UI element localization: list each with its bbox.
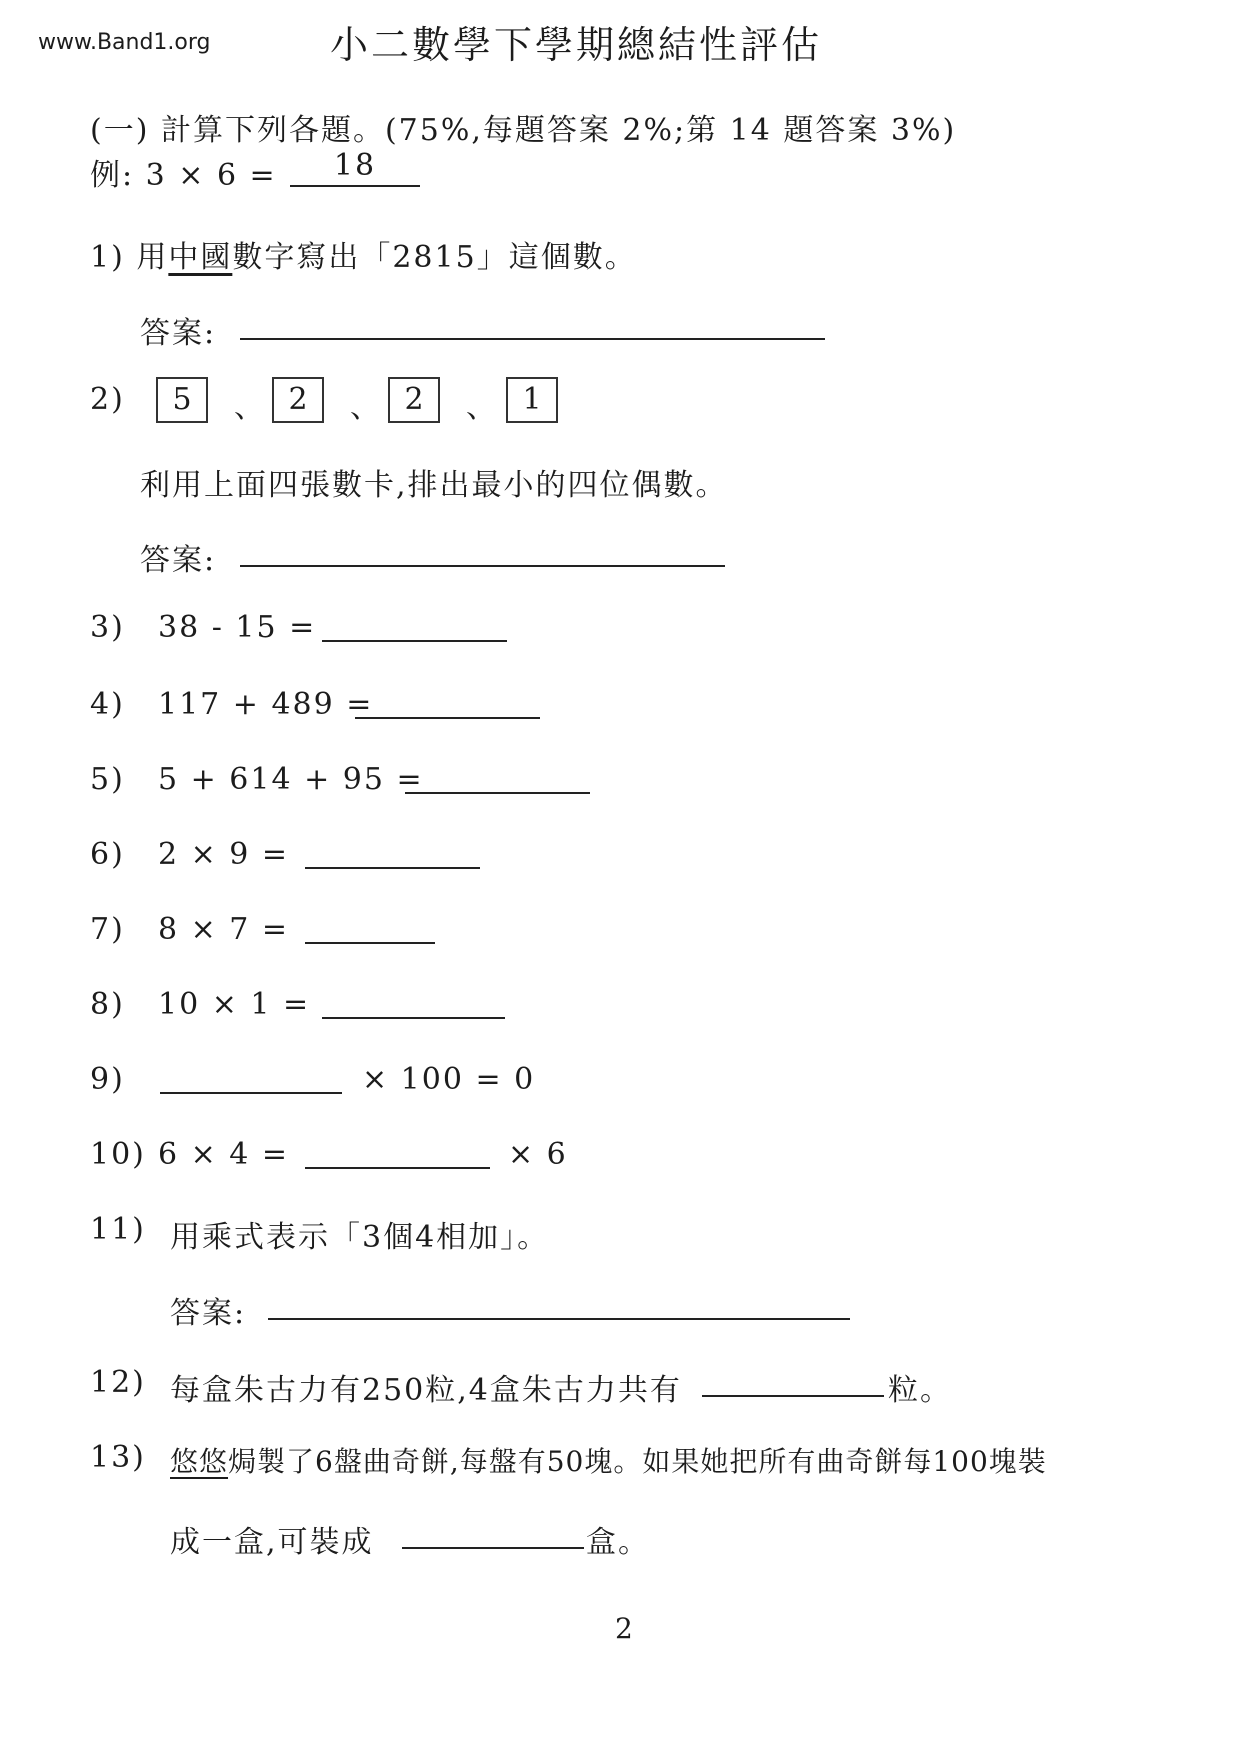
question-expression: 6 × 4 = <box>158 1137 290 1172</box>
question-text: 用乘式表示「3個4相加」。 <box>170 1220 550 1255</box>
page-number: 2 <box>615 1612 633 1645</box>
question-number: 2) <box>90 382 125 417</box>
question-expression: 10 × 1 = <box>158 987 311 1022</box>
answer-blank-9[interactable] <box>160 1092 342 1094</box>
question-number: 7) <box>90 912 125 947</box>
question-number: 12) <box>90 1365 146 1400</box>
question-expression: 8 × 7 = <box>158 912 290 947</box>
page-title: 小二數學下學期總結性評估 <box>330 23 823 67</box>
separator: 、 <box>466 390 498 425</box>
question-number: 9) <box>90 1062 125 1097</box>
underlined-word: 中國 <box>168 240 233 275</box>
question-text: 悠悠焗製了6盤曲奇餅,每盤有50塊。如果她把所有曲奇餅每100塊裝 <box>170 1445 1047 1478</box>
answer-blank-13[interactable] <box>402 1547 584 1549</box>
question-text: 用中國數字寫出「2815」這個數。 <box>136 240 637 275</box>
number-card: 1 <box>506 377 558 423</box>
question-number: 3) <box>90 610 125 645</box>
answer-blank-4[interactable] <box>355 717 540 719</box>
question-text-end: 粒。 <box>888 1373 952 1408</box>
question-expression: 38 - 15 = <box>158 610 317 645</box>
separator: 、 <box>350 390 382 425</box>
underlined-name: 悠悠 <box>170 1445 229 1478</box>
answer-blank-11[interactable] <box>268 1318 850 1320</box>
question-number: 13) <box>90 1440 146 1475</box>
number-card: 2 <box>272 377 324 423</box>
separator: 、 <box>234 390 266 425</box>
question-text: 利用上面四張數卡,排出最小的四位偶數。 <box>140 468 728 503</box>
question-number: 10) <box>90 1137 146 1172</box>
answer-blank-6[interactable] <box>305 867 480 869</box>
example-expression: 例: 3 × 6 = <box>90 158 277 193</box>
answer-blank-1[interactable] <box>240 338 825 340</box>
question-number: 5) <box>90 762 125 797</box>
question-expression: 2 × 9 = <box>158 837 290 872</box>
question-expression: 5 + 614 + 95 = <box>158 762 424 797</box>
question-number: 4) <box>90 687 125 722</box>
question-expression: 117 + 489 = <box>158 687 374 722</box>
question-number: 8) <box>90 987 125 1022</box>
answer-blank-10[interactable] <box>305 1167 490 1169</box>
number-card: 2 <box>388 377 440 423</box>
answer-blank-2[interactable] <box>240 565 725 567</box>
question-number: 1) <box>90 240 125 275</box>
question-expression: × 100 = 0 <box>362 1062 536 1097</box>
answer-blank-5[interactable] <box>405 792 590 794</box>
number-card: 5 <box>156 377 208 423</box>
question-text: 每盒朱古力有250粒,4盒朱古力共有 <box>170 1373 682 1408</box>
question-number: 6) <box>90 837 125 872</box>
section-heading: (一) 計算下列各題。(75%,每題答案 2%;第 14 題答案 3%) <box>90 113 957 148</box>
question-1 <box>90 232 637 276</box>
question-expression: × 6 <box>508 1137 568 1172</box>
example-answer: 18 <box>290 148 420 187</box>
answer-label: 答案: <box>140 316 217 351</box>
answer-label: 答案: <box>140 543 217 578</box>
question-text: 成一盒,可裝成 <box>170 1525 374 1560</box>
answer-label: 答案: <box>170 1296 247 1331</box>
question-text-end: 盒。 <box>586 1525 650 1560</box>
question-number: 11) <box>90 1212 146 1247</box>
website-watermark: www.Band1.org <box>38 30 211 55</box>
answer-blank-12[interactable] <box>702 1395 884 1397</box>
answer-blank-7[interactable] <box>305 942 435 944</box>
answer-blank-3[interactable] <box>322 640 507 642</box>
answer-blank-8[interactable] <box>322 1017 505 1019</box>
